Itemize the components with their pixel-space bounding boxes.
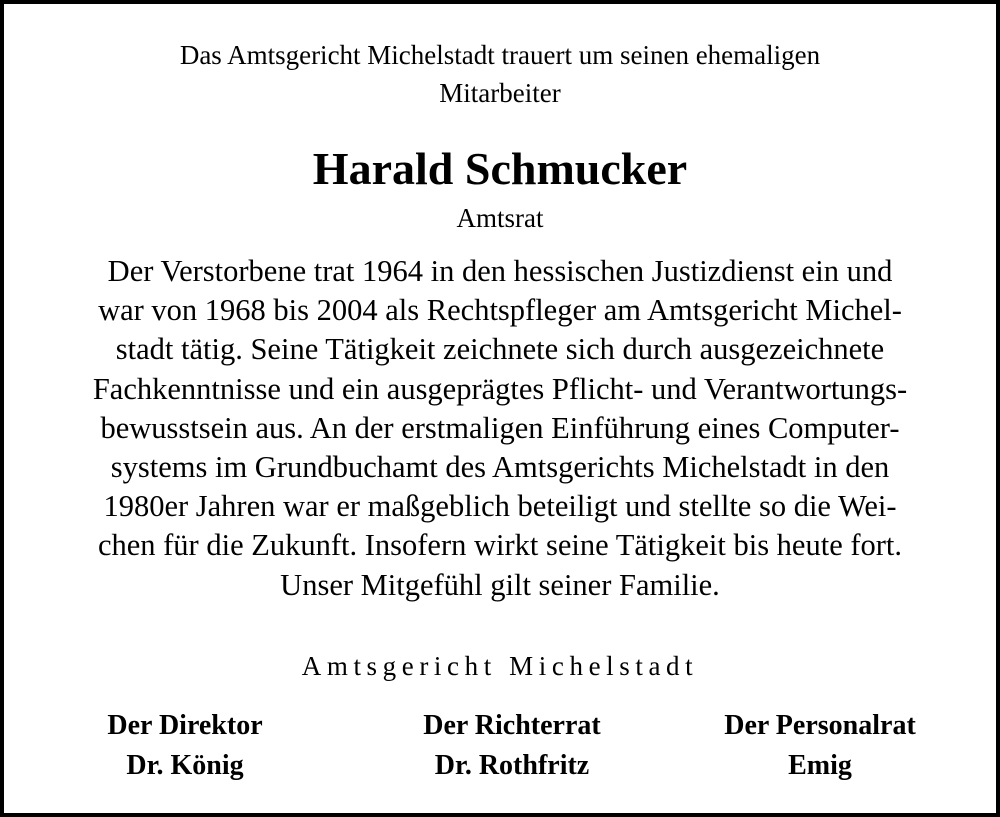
signatory-name: Emig [788, 750, 852, 781]
intro-line: Das Amtsgericht Michelstadt trauert um seinen ehemaligen [179, 40, 821, 70]
signatory-staff-council [670, 706, 970, 786]
court-name: Amtsgericht Michelstadt [301, 651, 699, 681]
signatory-role: Der Richterrat [423, 710, 601, 741]
body-line: Unser Mitgefühl gilt seiner Familie. [280, 567, 720, 602]
body-line: bewusstsein aus. An der erstmaligen Einführung eines Computer- [100, 410, 900, 445]
signatory-role: Der Direktor [107, 710, 263, 741]
body-text [34, 252, 966, 605]
body-line: chen für die Zukunft. Insofern wirkt seine Tätigkeit bis heute fort. [97, 528, 903, 563]
body-line: stadt tätig. Seine Tätigkeit zeichnete sich durch ausgezeichnete [115, 332, 885, 367]
body-line: war von 1968 bis 2004 als Rechtspfleger am Amtsgericht Michel- [98, 293, 902, 328]
signatory-name: Dr. König [126, 750, 244, 781]
signatory-role: Der Personalrat [724, 710, 916, 741]
deceased-rank: Amtsrat [456, 203, 544, 233]
signatories [4, 706, 996, 796]
intro-line: Mitarbeiter [439, 78, 561, 108]
deceased-name: Harald Schmucker [312, 143, 688, 194]
signatory-director [35, 706, 335, 786]
body-line: Fachkenntnisse und ein ausgeprägtes Pflicht- und Verantwortungs- [92, 371, 908, 406]
body-line: Der Verstorbene trat 1964 in den hessischen Justizdienst ein und [107, 254, 893, 288]
intro-text [44, 36, 956, 112]
signatory-judges-council [362, 706, 662, 786]
body-line: 1980er Jahren war er maßgeblich beteiligt und stellte so die Wei- [103, 489, 897, 524]
signatory-name: Dr. Rothfritz [434, 750, 590, 781]
body-line: systems im Grundbuchamt des Amtsgerichts Michelstadt in den [110, 450, 890, 485]
